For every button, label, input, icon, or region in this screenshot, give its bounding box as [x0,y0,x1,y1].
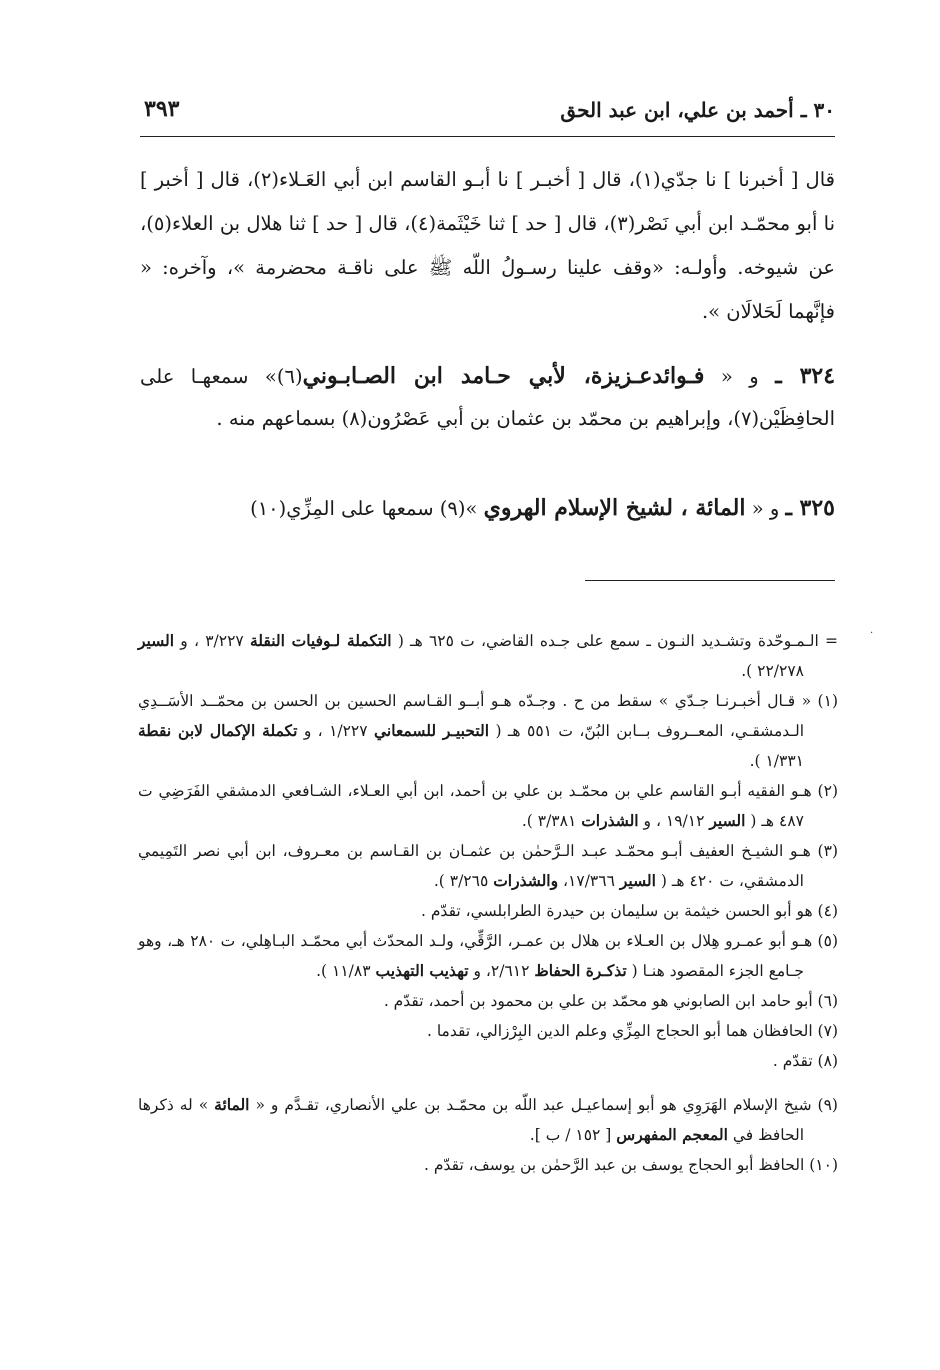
footnote-source: المعجم المفهرس [616,1125,728,1144]
footnote-source: السير [138,631,175,650]
footnote-2 [138,776,838,836]
footnote-source: والشذرات [493,871,559,890]
running-title: ٣٠ ـ أحمد بن علي، ابن عبد الحق [560,98,835,122]
footnote-text: ٢٢/٢٧٨ ). [741,662,804,680]
footnote-text: = الـمـوحّدة وتشـديد النـون ـ سمع على جـده القاضي، ت ٦٢٥ هـ ( [397,632,838,650]
footnote-source: السير [619,871,656,890]
entry-number: ٣٢٤ ـ [775,363,836,389]
entry-title: المائة ، لشيخ الإسلام الهروي [483,495,746,521]
footnote-rule [585,580,835,581]
footnote-6: (٦) أبو حامد ابن الصابوني هو محمّد بن علي بن محمود بن أحمد، تقدّم . [383,992,838,1010]
footnote-1 [138,686,838,776]
footnote-text: ١/٢٢٧ ، و [303,722,368,740]
footnote-text: ٣/٣٨١ ). [521,812,577,830]
footnote-text: (٣) هـو الشيـخ العفيف أبـو محمّـد عبـد الـرَّحمٰن بن عثمـان بن القـاسم بن معـروف، ابن أبي نصر التَمِيمي الدمشقي، ت ٤٢٠ هـ ( [138,842,838,890]
footnote-source: الشذرات [581,811,639,830]
footnote-3 [138,836,838,896]
footnote-text: [ ١٥٢ / ب ]. [529,1126,612,1144]
footnote-continuation [138,626,838,686]
footnote-text: (١) « قـال أخبـرنـا جـدّي » سقط من ح . وجـدّه هـو أبــو القـاسم الحسين بن الحسن بن محمّــد الأسَــدِي الـدمشقـي، المعــروف بــابن البُنّ، ت ٥٥١ هـ ( [138,692,838,740]
footnotes [138,626,838,1180]
footnote-source: السير [709,811,746,830]
entry-title: فـوائدعـزيزة، لأبي حـامد ابن الصـابـوني [302,363,705,389]
footnote-source: المائة [214,1095,250,1114]
entry-324 [140,355,835,440]
footnote-text: ١٧/٣٦٦، [563,872,615,890]
footnote-10: (١٠) الحافظ أبو الحجاج يوسف بن عبد الرَّحمٰن بن يوسف، تقدّم . [424,1156,838,1174]
footnote-source: التحبيـر للسمعاني [373,721,490,740]
footnote-source: تكملة الإكمال لابن نقطة [138,721,298,740]
footnote-text: (٩) شيخ الإسلام الهَرَوِي هو أبو إسماعيـل عبد اللّه بن محمّـد بن علي الأنصاري، تقـدَّم و « [255,1096,838,1114]
footnote-text: (٢) هـو الفقيه أبـو القاسم علي بن محمّـد بن علي بن أحمد، ابن أبي العـلاء، الشـافعي الدمشقي الفَرَضِي ت ٤٨٧ هـ ( [138,782,838,830]
footnote-text: ١١/٨٣ ). [316,962,371,980]
footnote-source: تذكـرة الحفاظ [534,961,627,980]
footnote-text: » له ذكرها الحافظ في [138,1096,804,1144]
footnote-text: ٣/٢٦٥ ). [433,872,489,890]
footnote-source: التكملة لـوفيات النقلة [249,631,392,650]
footnote-9 [138,1090,838,1150]
footnote-5 [138,926,838,986]
entry-text: »(٩) سمعها على المِزِّي(١٠) [250,497,478,520]
entry-number: ٣٢٥ ـ [785,495,835,521]
page-header [140,92,835,132]
footnote-8: (٨) تقدّم . [772,1052,838,1070]
footnote-source: تهذيب التهذيب [375,961,469,980]
footnote-text: ٢/٦١٢، و [473,962,530,980]
entry-325 [140,487,835,530]
body-paragraph: قال [ أخبرنا ] نا جدّي(١)، قال [ أخبـر ] نا أبـو القاسم ابن أبي العَـلاء(٢)، قال [ أخبر ] نا أبو محمّـد ابن أبي نَصْر(٣)، قال [ حد ] ثنا خَيْثَمة(٤)، قال [ حد ] ثنا هلال بن العلاء(٥)، عن شيوخه. وأولـه: «وقف علينا رسـولُ اللّه ﷺ على ناقـة محضرمة »، وآخره: « فإنَّهما لَحَلالَان ». [140,168,835,323]
entry-prefix: و « [751,497,780,520]
entry-prefix: و « [720,365,759,388]
margin-mark: · [870,628,874,639]
footnote-7: (٧) الحافظان هما أبو الحجاج المِزِّي وعلم الدين البِرْزالي، تقدما . [426,1022,838,1040]
footnote-4: (٤) هو أبو الحسن خيثمة بن سليمان بن حيدرة الطرابلسي، تقدّم . [420,902,838,920]
header-rule [140,136,835,137]
footnote-text: ٣/٢٢٧ ، و [180,632,244,650]
footnote-text: ١٩/١٢ ، و [643,812,705,830]
entry-text: (٦)» سمعهـا على الحافِظَيْن(٧)، وإبراهيم بن محمّد بن عثمان بن أبي عَصْرُون(٨) بسماعهم منه . [140,365,835,430]
footnote-text: (٥) هـو أبو عمـرو هِلال بن العـلاء بن هلال بن عمـر، الرَّقِّي، ولـد المحدّث أبي محمّـد البـاهِلي، ت ٢٨٠ هـ، وهو جـامع الجزء المقصود هنـا ( [138,932,838,980]
footnote-text: ١/٣٣١ ). [749,752,804,770]
page-number: ٣٩٣ [144,96,180,122]
